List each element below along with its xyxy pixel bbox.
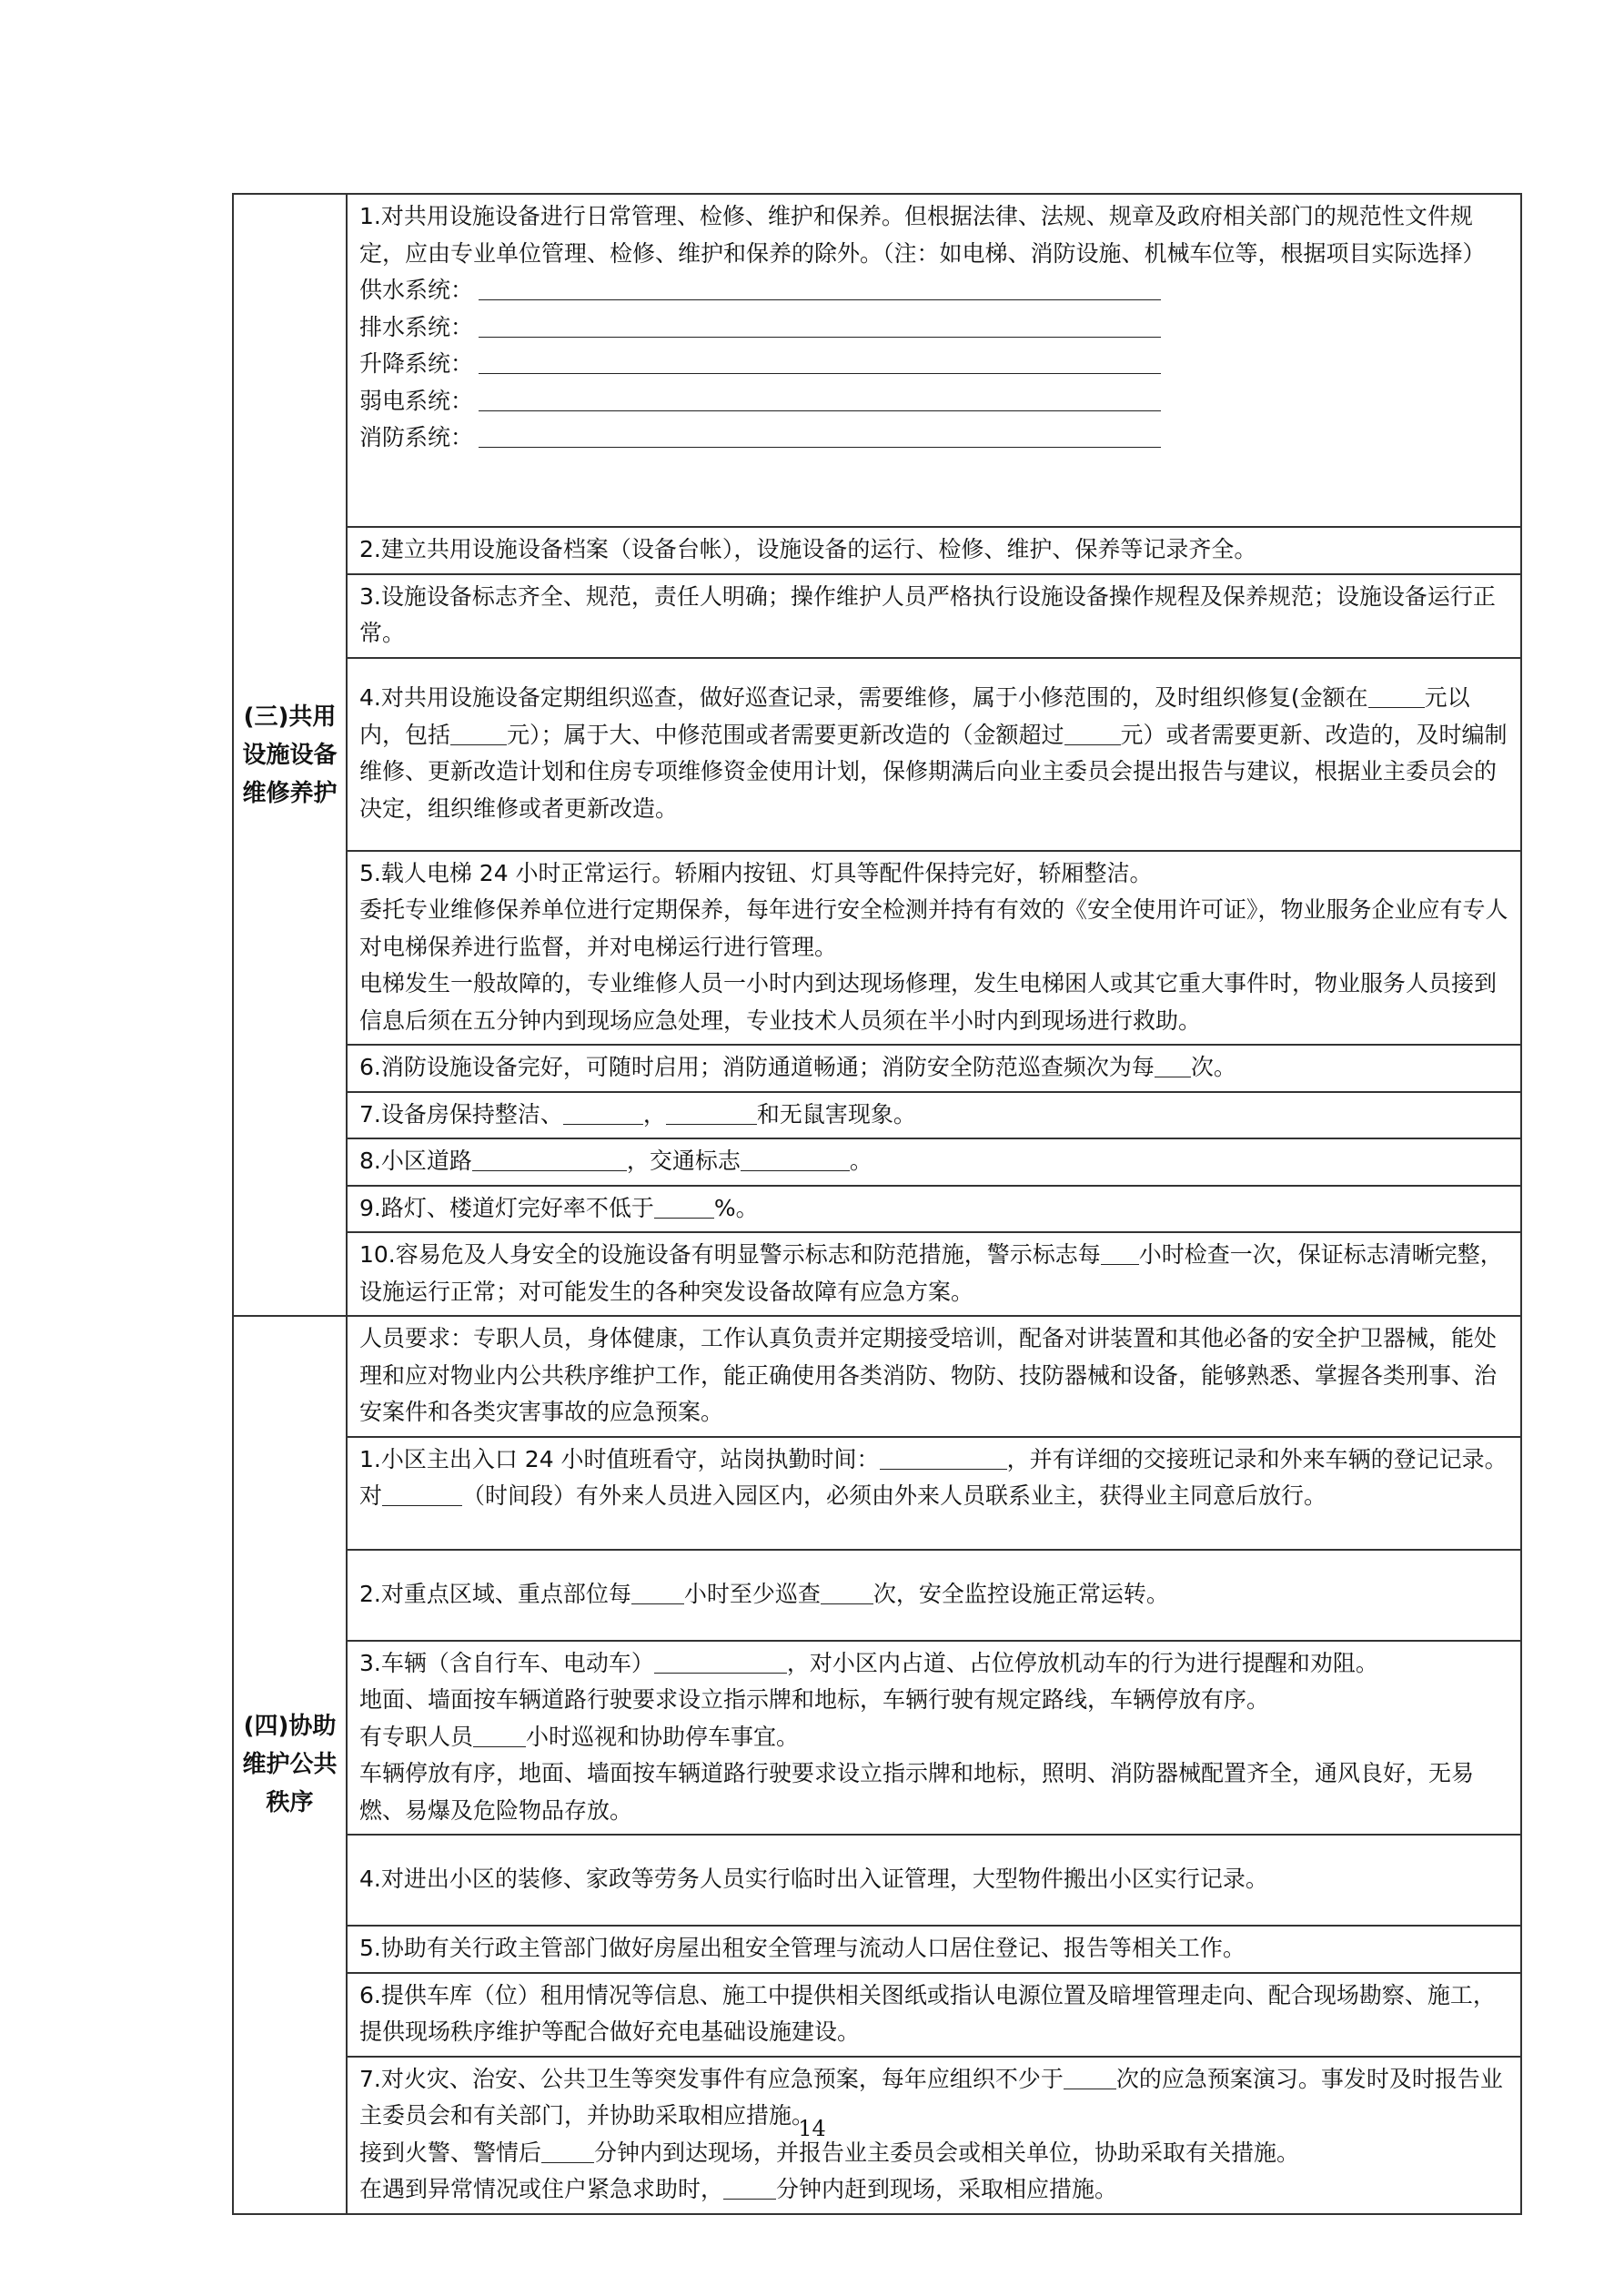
table-row	[233, 1092, 1521, 1139]
item-cell: 1.小区主出入口 24 小时值班看守，站岗执勤时间： ，并有详细的交接班记录和外来车辆的登记记录。 对 （时间段）有外来人员进入园区内，必须由外来人员联系业主，获得业主同意后放行。	[347, 1437, 1521, 1550]
table-row	[233, 658, 1521, 851]
system-line: 弱电系统：	[359, 383, 1511, 420]
item-cell: 5.协助有关行政主管部门做好房屋出租安全管理与流动人口居住登记、报告等相关工作。	[347, 1926, 1521, 1973]
requirements-table	[232, 193, 1522, 2215]
table-row	[233, 1045, 1521, 1092]
system-line: 升降系统：	[359, 346, 1511, 383]
fill-blank[interactable]	[741, 1143, 850, 1171]
category-cell: (三)共用设施设备维修养护	[233, 194, 347, 1316]
fill-blank[interactable]	[1368, 680, 1425, 708]
table-row	[233, 1973, 1521, 2057]
table-row	[233, 1316, 1521, 1437]
item-cell: 4.对共用设施设备定期组织巡查，做好巡查记录，需要维修，属于小修范围的，及时组织修复(金额在 元以内，包括 元）；属于大、中修范围或者需要更新改造的（金额超过 元）或者需要更新、改造的，及时编制维修、更新改造计划和住房专项维修资金使用计划，保修期满后向业主委员会提出报告与建议，根据业主委员会的决定，组织维修或者更新改造。	[347, 658, 1521, 851]
item-cell: 2.对重点区域、重点部位每 小时至少巡查 次，安全监控设施正常运转。	[347, 1550, 1521, 1641]
fill-blank[interactable]	[479, 383, 1161, 411]
fill-blank[interactable]	[382, 1478, 462, 1506]
page-number: 14	[798, 2116, 826, 2141]
table-row	[233, 1641, 1521, 1836]
item-cell: 3.车辆（含自行车、电动车） ，对小区内占道、占位停放机动车的行为进行提醒和劝阻。 地面、墙面按车辆道路行驶要求设立指示牌和地标，车辆行驶有规定路线，车辆停放有序。 有专职人员 小时巡视和协助停车事宜。 车辆停放有序，地面、墙面按车辆道路行驶要求设立指示牌和地标，照明、消防器械配置齐全，通风良好，无易燃、易爆及危险物品存放。	[347, 1641, 1521, 1836]
fill-blank[interactable]	[654, 1190, 714, 1219]
item-cell: 6.提供车库（位）租用情况等信息、施工中提供相关图纸或指认电源位置及暗埋管理走向、配合现场勘察、施工，提供现场秩序维护等配合做好充电基础设施建设。	[347, 1973, 1521, 2057]
table-row	[233, 527, 1521, 574]
table-row	[233, 1232, 1521, 1316]
fill-blank[interactable]	[563, 1097, 643, 1125]
item-text: 1.对共用设施设备进行日常管理、检修、维护和保养。但根据法律、法规、规章及政府相关部门的规范性文件规定，应由专业单位管理、检修、维护和保养的除外。（注：如电梯、消防设施、机械车位等，根据项目实际选择）	[359, 203, 1486, 267]
fill-blank[interactable]	[450, 717, 507, 745]
system-line: 消防系统：	[359, 420, 1511, 457]
fill-blank[interactable]	[1064, 717, 1121, 745]
table-row	[233, 1138, 1521, 1186]
fill-blank[interactable]	[654, 1645, 787, 1674]
item-cell: 9.路灯、楼道灯完好率不低于 %。	[347, 1186, 1521, 1233]
fill-blank[interactable]	[479, 309, 1161, 338]
table-row	[233, 1926, 1521, 1973]
category-cell: (四)协助维护公共秩序	[233, 1316, 347, 2214]
system-line: 供水系统：	[359, 272, 1511, 309]
fill-blank[interactable]	[473, 1719, 526, 1747]
fill-blank[interactable]	[479, 420, 1161, 448]
fill-blank[interactable]	[1155, 1049, 1191, 1077]
table-row	[233, 574, 1521, 658]
fill-blank[interactable]	[666, 1097, 757, 1125]
item-cell: 3.设施设备标志齐全、规范，责任人明确；操作维护人员严格执行设施设备操作规程及保养规范；设施设备运行正常。	[347, 574, 1521, 658]
fill-blank[interactable]	[880, 1441, 1007, 1470]
table-row	[233, 194, 1521, 527]
fill-blank[interactable]	[723, 2171, 776, 2200]
fill-blank[interactable]	[472, 1143, 627, 1171]
fill-blank[interactable]	[479, 272, 1161, 300]
table-row	[233, 1835, 1521, 1926]
item-cell: 8.小区道路 ，交通标志 。	[347, 1138, 1521, 1186]
table-row	[233, 851, 1521, 1046]
item-cell: 5.载人电梯 24 小时正常运行。轿厢内按钮、灯具等配件保持完好，轿厢整洁。 委托专业维修保养单位进行定期保养，每年进行安全检测并持有有效的《安全使用许可证》，物业服务企业应有专人对电梯保养进行监督，并对电梯运行进行管理。 电梯发生一般故障的，专业维修人员一小时内到达现场修理，发生电梯困人或其它重大事件时，物业服务人员接到信息后须在五分钟内到现场应急处理，专业技术人员须在半小时内到现场进行救助。	[347, 851, 1521, 1046]
item-cell: 2.建立共用设施设备档案（设备台帐），设施设备的运行、检修、维护、保养等记录齐全。	[347, 527, 1521, 574]
table-row	[233, 1550, 1521, 1641]
item-cell: 10.容易危及人身安全的设施设备有明显警示标志和防范措施，警示标志每 小时检查一次，保证标志清晰完整，设施运行正常；对可能发生的各种突发设备故障有应急方案。	[347, 1232, 1521, 1316]
item-cell: 4.对进出小区的装修、家政等劳务人员实行临时出入证管理，大型物件搬出小区实行记录。	[347, 1835, 1521, 1926]
table-row	[233, 1437, 1521, 1550]
item-cell	[347, 194, 1521, 527]
item-cell: 7.设备房保持整洁、 ， 和无鼠害现象。	[347, 1092, 1521, 1139]
item-cell: 7.对火灾、治安、公共卫生等突发事件有应急预案，每年应组织不少于 次的应急预案演习。事发时及时报告业主委员会和有关部门，并协助采取相应措施。 接到火警、警情后 分钟内到达现场，并报告业主委员会或相关单位，协助采取有关措施。 在遇到异常情况或住户紧急求助时， 分钟内赶到现场，采取相应措施。	[347, 2057, 1521, 2214]
fill-blank[interactable]	[1064, 2061, 1116, 2089]
item-cell: 6.消防设施设备完好，可随时启用；消防通道畅通；消防安全防范巡查频次为每 次。	[347, 1045, 1521, 1092]
system-line: 排水系统：	[359, 309, 1511, 347]
fill-blank[interactable]	[631, 1576, 684, 1604]
fill-blank[interactable]	[1101, 1237, 1139, 1265]
fill-blank[interactable]	[821, 1576, 873, 1604]
fill-blank[interactable]	[479, 346, 1161, 374]
table-row	[233, 1186, 1521, 1233]
item-cell: 人员要求：专职人员，身体健康，工作认真负责并定期接受培训，配备对讲装置和其他必备的安全护卫器械，能处理和应对物业内公共秩序维护工作，能正确使用各类消防、物防、技防器械和设备，能够熟悉、掌握各类刑事、治安案件和各类灾害事故的应急预案。	[347, 1316, 1521, 1437]
